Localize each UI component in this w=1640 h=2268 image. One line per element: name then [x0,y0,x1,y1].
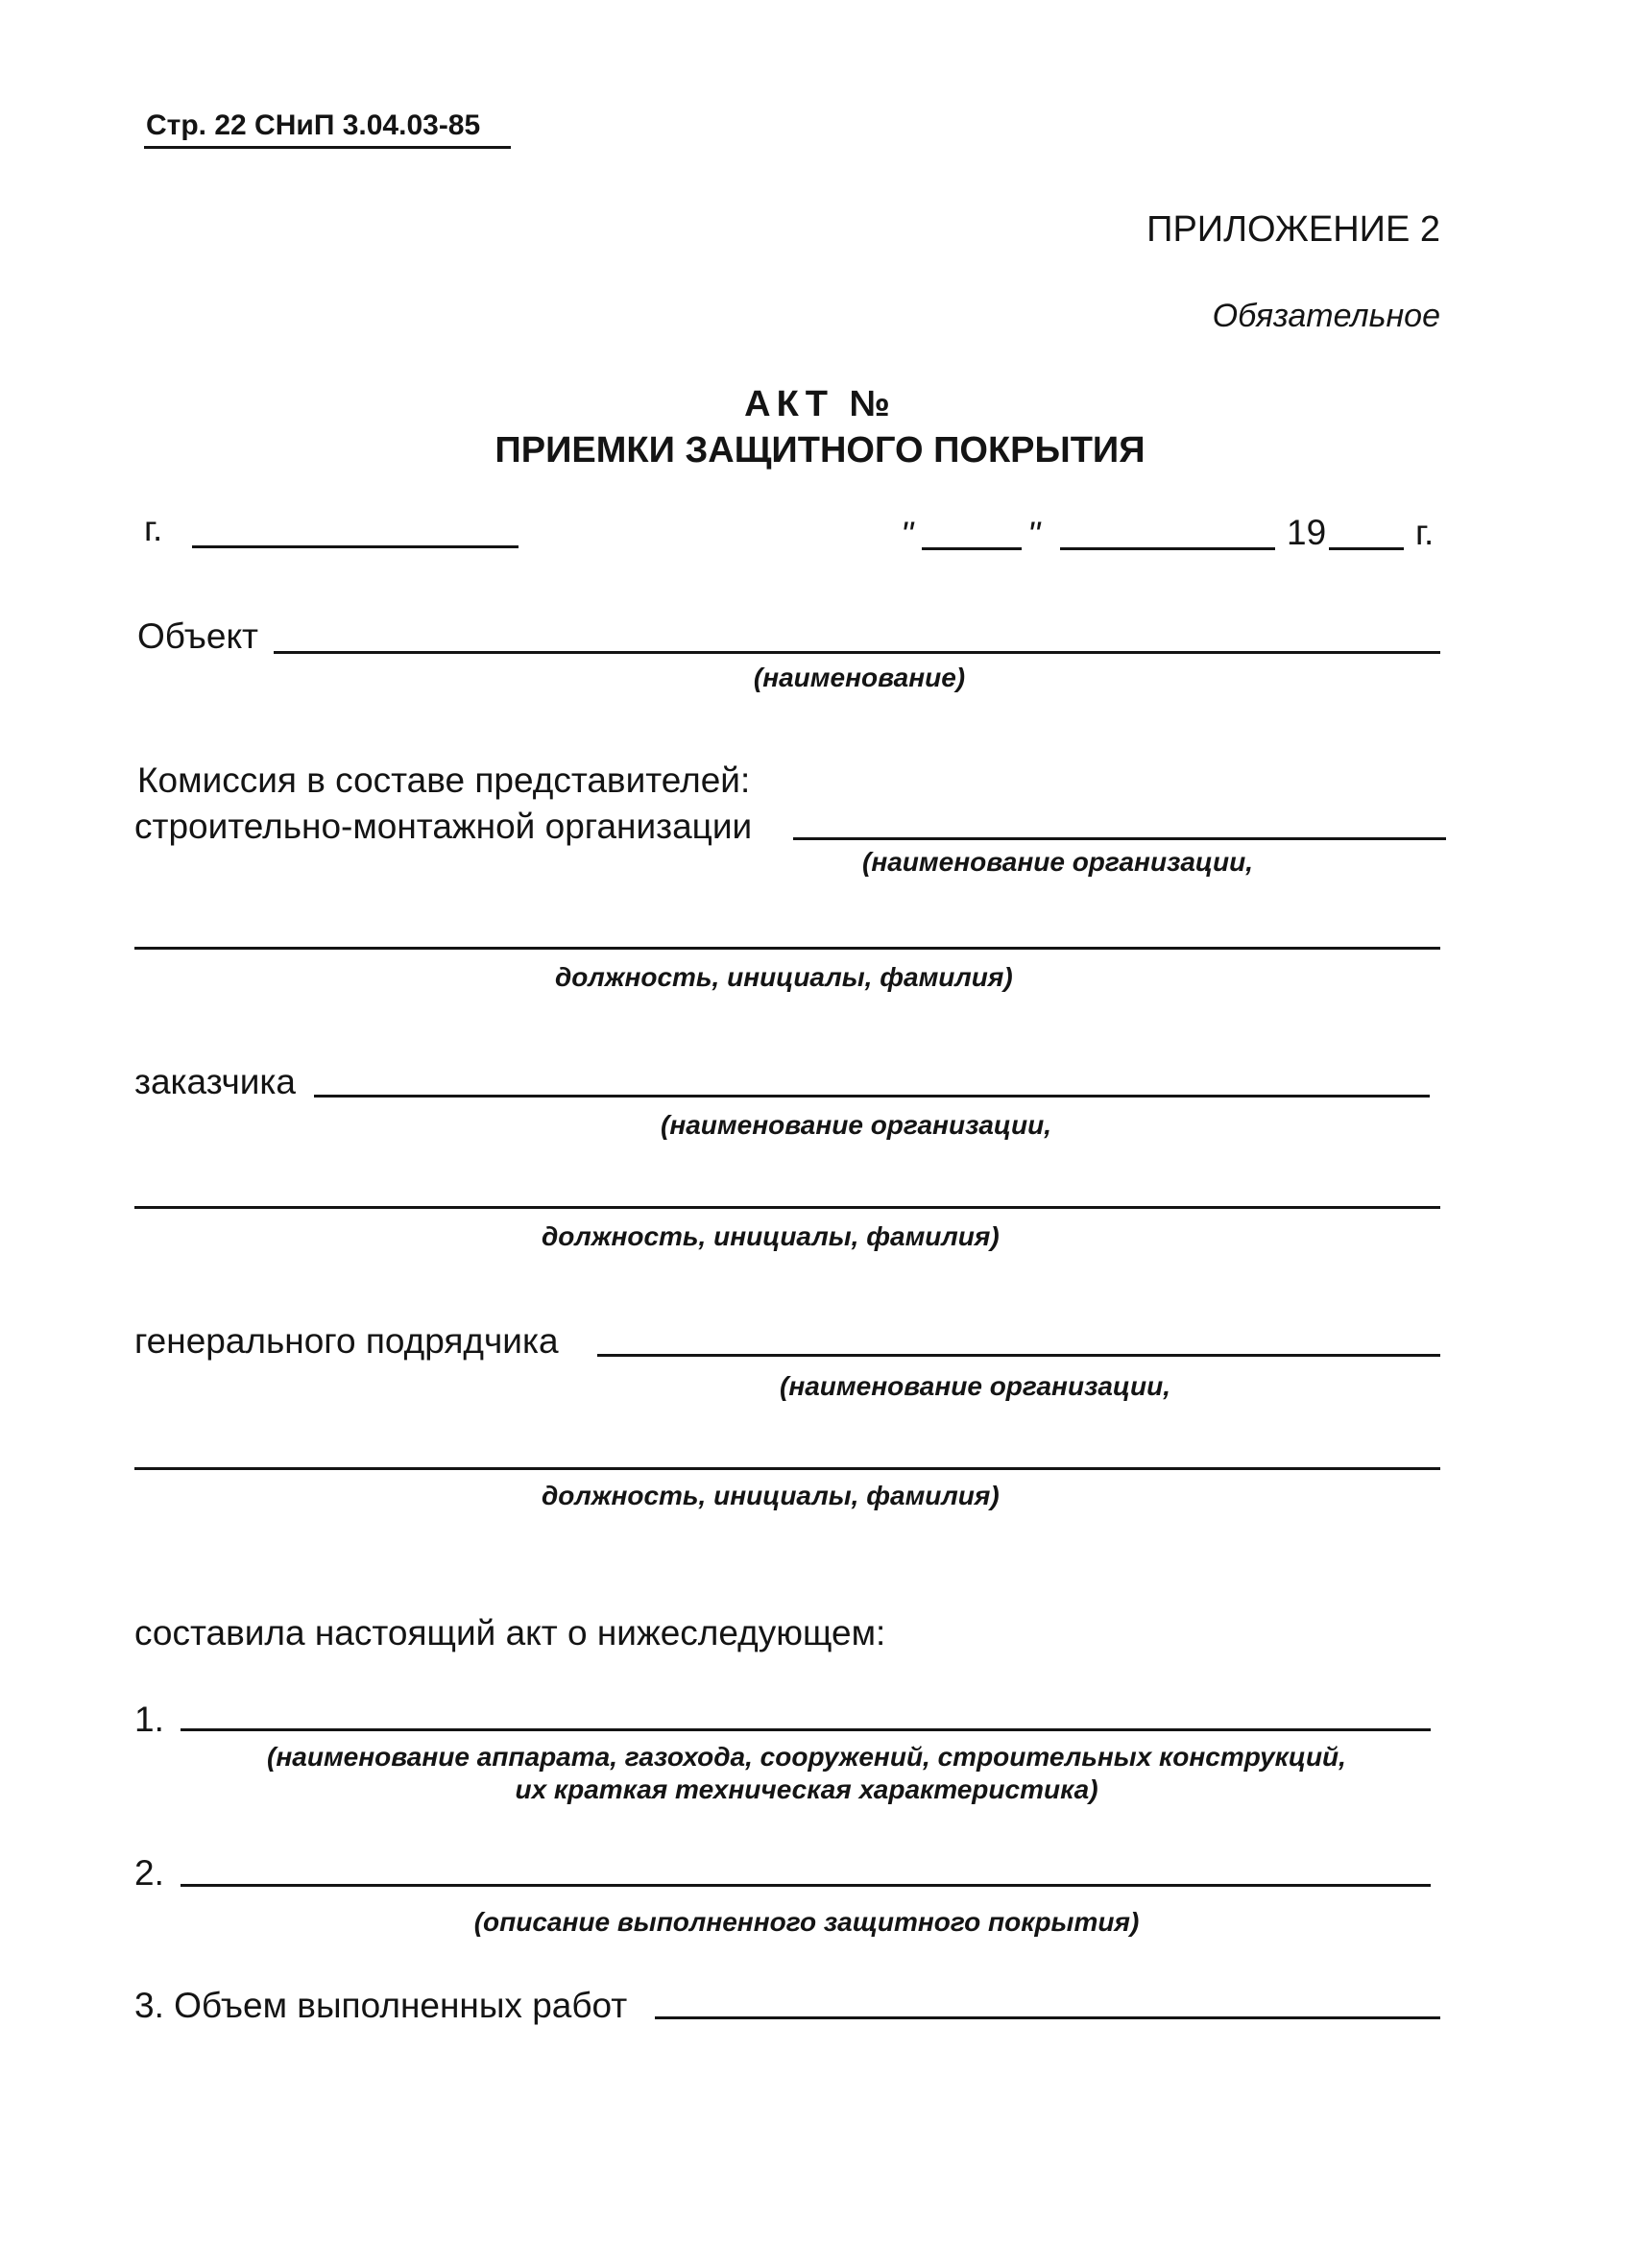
item-1-caption-line2: их краткая техническая характеристика) [515,1774,1098,1804]
item-2-caption: (описание выполненного защитного покрытия) [473,1907,1140,1937]
city-prefix: г. [144,509,163,548]
page-reference: Стр. 22 СНиП 3.04.03-85 [146,109,481,141]
item-1-number: 1. [134,1700,164,1739]
commission-intro: Комиссия в составе представителей: [137,760,751,800]
smo-label: строительно-монтажной организации [134,807,753,846]
day-field[interactable] [922,547,1022,550]
city-field[interactable] [192,545,519,548]
smo-caption: (наименование организации, [862,847,1253,877]
customer-label: заказчика [134,1062,296,1101]
page-reference-underline [144,146,511,149]
day-quote-open: " [901,515,914,554]
day-quote-close: " [1027,515,1041,554]
gc-label: генерального подрядчика [134,1321,559,1361]
item-3-label: 3. Объем выполненных работ [134,1986,628,2025]
customer-person-field[interactable] [134,1206,1440,1209]
body-intro: составила настоящий акт о нижеследующем: [134,1613,886,1653]
object-label: Объект [137,616,258,656]
customer-person-caption: должность, инициалы, фамилия) [542,1221,1000,1251]
gc-caption: (наименование организации, [780,1371,1170,1401]
month-field[interactable] [1060,547,1275,550]
item-1-field[interactable] [181,1728,1431,1731]
item-3-field[interactable] [655,2016,1440,2019]
object-caption: (наименование) [753,663,966,692]
customer-caption: (наименование организации, [661,1110,1051,1140]
smo-person-caption: должность, инициалы, фамилия) [555,962,1013,992]
year-suffix: г. [1415,513,1435,552]
gc-person-field[interactable] [134,1467,1440,1470]
customer-field[interactable] [314,1095,1430,1098]
appendix-label: ПРИЛОЖЕНИЕ 2 [1146,209,1440,250]
item-2-number: 2. [134,1853,164,1893]
act-subtitle: ПРИЕМКИ ЗАЩИТНОГО ПОКРЫТИЯ [494,430,1146,470]
smo-field[interactable] [793,837,1446,840]
object-field[interactable] [274,651,1440,654]
act-title: АКТ № [744,384,896,424]
smo-person-field[interactable] [134,947,1440,950]
year-field[interactable] [1329,547,1404,550]
gc-person-caption: должность, инициалы, фамилия) [542,1481,1000,1510]
year-prefix: 19 [1287,513,1327,552]
item-2-field[interactable] [181,1884,1431,1887]
gc-field[interactable] [597,1354,1440,1357]
appendix-status: Обязательное [1212,298,1440,334]
item-1-caption-line1: (наименование аппарата, газохода, сооружений, строительных конструкций, [267,1742,1346,1772]
